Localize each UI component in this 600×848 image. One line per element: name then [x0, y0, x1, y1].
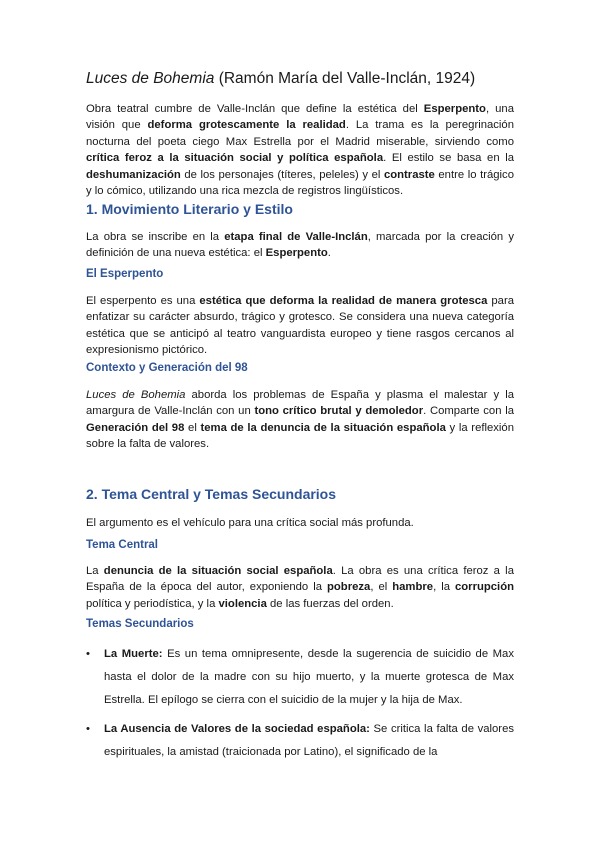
bold-run: La Muerte: [104, 648, 163, 660]
text-run: , el [370, 581, 393, 594]
bullet-icon: • [86, 648, 90, 660]
document-title [86, 70, 475, 88]
text-run: El esperpento es una [86, 295, 200, 307]
contexto-paragraph [86, 387, 514, 453]
text-run: entre lo trágico y lo cómico, utilizando una rica mezcla de registros lingüísticos. [86, 168, 514, 198]
bold-run: crítica feroz a la situación social y política española [86, 152, 384, 165]
section-2-paragraph [86, 515, 514, 531]
text-run: . La trama es la peregrinación nocturna del poeta ciego Max Estrella por el Madrid miserable, sirviendo como [86, 119, 514, 148]
bullet-text [104, 643, 514, 712]
esperpento-paragraph [86, 293, 514, 359]
bullet-item-muerte [86, 643, 514, 712]
text-run: . Comparte con la [423, 405, 514, 418]
bold-run: La Ausencia de Valores de la sociedad española: [104, 723, 370, 735]
text-run: . El estilo se basa en la [383, 152, 514, 165]
bold-run: pobreza [327, 581, 371, 594]
text-run: , la [433, 581, 455, 594]
bold-run: corrupción [455, 581, 514, 594]
text-run: . [327, 247, 331, 260]
italic-run: Luces de Bohemia [86, 389, 186, 401]
text-run: aborda los problemas de España y plasma el malestar y la amargura de Valle-Inclán con un [86, 389, 515, 418]
bold-run: tema de la denuncia de la situación española [200, 421, 446, 434]
title-italic: Luces de Bohemia [86, 70, 215, 87]
text-run: y la reflexión sobre la falta de valores. [86, 421, 515, 451]
text-run: Es un tema omnipresente, desde la sugerencia de suicidio de Max hasta el dolor de la madre con su hijo muerto, y la muerte grotesca de Max Estrella. El epílogo se cierra con el suicidio de la mujer y la hija de Max. [104, 648, 514, 706]
subheading-tema-central: Tema Central [86, 539, 159, 551]
bold-run: deforma grotescamente la realidad [147, 119, 346, 132]
section-1-paragraph [86, 229, 514, 262]
section-2-heading: 2. Tema Central y Temas Secundarios [86, 486, 337, 502]
bullet-item-valores [86, 718, 514, 764]
bold-run: deshumanización [86, 168, 181, 181]
bold-run: Esperpento [423, 103, 486, 115]
bold-run: hambre [392, 581, 434, 594]
bold-run: tono crítico brutal y demoledor [254, 405, 424, 418]
bullet-text [104, 718, 514, 764]
section-1-heading: 1. Movimiento Literario y Estilo [86, 201, 293, 217]
text-run: política y periodística, y la [86, 597, 219, 610]
bold-run: violencia [218, 597, 267, 610]
title-rest: (Ramón María del Valle-Inclán, 1924) [214, 70, 476, 87]
bold-run: Generación del 98 [86, 421, 185, 434]
text-run: Se critica la falta de valores espirituales, la amistad (traicionada por Latino), el significado de la [104, 723, 514, 758]
bold-run: etapa final de Valle-Inclán [224, 231, 368, 243]
tema-central-paragraph [86, 563, 514, 612]
text-run: . La obra es una crítica feroz a la España de la época del autor, exponiendo la [86, 565, 514, 594]
text-run: para enfatizar su carácter absurdo, trágico y grotesco. Se considera una nueva categoría estética que se anticipó al teatro vanguardista europeo y tiene rasgos cercanos al expresionismo pictórico. [86, 295, 514, 357]
subheading-temas-secundarios: Temas Secundarios [86, 618, 194, 630]
text-run: el [184, 421, 201, 434]
bold-run: denuncia de la situación social española [103, 565, 333, 577]
text-run: de los personajes (títeres, peleles) y el [180, 168, 384, 181]
text-run: Obra teatral cumbre de Valle-Inclán que define la estética del [86, 103, 424, 115]
text-run: de las fuerzas del orden. [266, 597, 394, 610]
subheading-esperpento: El Esperpento [86, 268, 164, 280]
text-run: , una visión que [86, 103, 514, 132]
bold-run: contraste [383, 168, 435, 181]
text-run: El argumento es el vehículo para una crítica social más profunda. [86, 517, 414, 529]
bold-run: estética que deforma la realidad de manera grotesca [199, 295, 488, 307]
text-run: , marcada por la creación y definición de una nueva estética: el [86, 231, 514, 260]
bold-run: Esperpento [265, 247, 328, 260]
intro-paragraph [86, 101, 514, 199]
bullet-icon: • [86, 723, 90, 735]
text-run: La obra se inscribe en la [86, 231, 225, 243]
subheading-contexto: Contexto y Generación del 98 [86, 362, 248, 374]
text-run: La [86, 565, 104, 577]
